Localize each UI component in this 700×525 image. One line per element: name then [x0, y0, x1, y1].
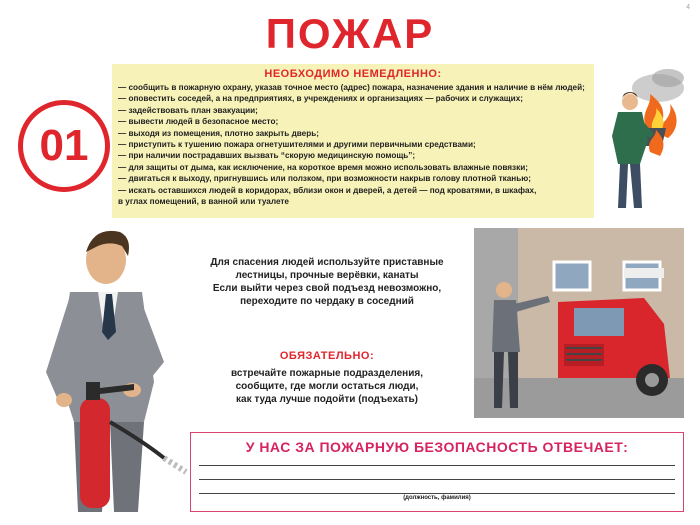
rescue-line: переходите по чердаку в соседний [240, 296, 414, 307]
rescue-line: Если выйти через свой подъезд невозможно, [212, 283, 442, 294]
list-item: — выходя из помещения, плотно закрыть дверь; [118, 128, 320, 138]
responsible-title: У НАС ЗА ПОЖАРНУЮ БЕЗОПАСНОСТЬ ОТВЕЧАЕТ: [245, 439, 629, 455]
list-item: — при наличии пострадавших вызвать “скорую медицинскую помощь”; [118, 151, 416, 161]
list-item: — двигаться к выходу, пригнувшись или ползком, при возможности накрыв голову плотной тканью; [118, 174, 531, 184]
immediate-actions-box [112, 64, 594, 218]
responsible-person-box [190, 432, 684, 512]
list-item: в углах помещений, в ванной или туалете [118, 197, 289, 207]
responsible-caption: (должность, фамилия) [403, 495, 471, 501]
rescue-instructions [196, 256, 458, 308]
list-item: — вывести людей в безопасное место; [118, 117, 279, 127]
mandatory-instructions [196, 367, 458, 406]
man-with-fire-extinguisher-illustration [14, 222, 190, 518]
list-item: — сообщить в пожарную охрану, указав точное место (адрес) пожара, назначение здания и наличие в нём людей; [118, 83, 585, 92]
mandatory-line: сообщите, где могли остаться люди, [235, 381, 419, 392]
emergency-number: 01 [39, 121, 89, 170]
page-number: 4 [686, 4, 690, 11]
immediate-actions-heading: НЕОБХОДИМО НЕМЕДЛЕННО: [264, 68, 442, 80]
mandatory-line: встречайте пожарные подразделения, [231, 368, 423, 379]
list-item: — приступить к тушению пожара огнетушителями и другими первичными средствами; [118, 140, 476, 150]
mandatory-heading: ОБЯЗАТЕЛЬНО: [279, 350, 375, 362]
rescue-line: Для спасения людей используйте приставные [210, 257, 444, 268]
list-item: — оповестить соседей, а на предприятиях, в учреждениях и организациях — рабочих и служащих; [118, 94, 523, 104]
mandatory-line: как туда лучше подойти (подъехать) [236, 394, 418, 405]
page-title: ПОЖАР [265, 10, 435, 57]
list-item: — для защиты от дыма, как исключение, на короткое время можно использовать влажные повязки; [118, 162, 528, 172]
immediate-actions-list [118, 82, 588, 207]
list-item: — искать оставшихся людей в коридорах, вблизи окон и дверей, а детей — под кроватями, в шкафах, [118, 185, 537, 195]
rescue-line: лестницы, прочные верёвки, канаты [235, 270, 419, 281]
list-item: — задействовать план эвакуации; [118, 105, 258, 115]
fill-in-line[interactable] [199, 465, 675, 466]
man-with-burning-bucket-illustration [596, 68, 696, 218]
fill-in-line[interactable] [199, 479, 675, 480]
fill-in-line[interactable] [199, 493, 675, 494]
fire-truck-scene-illustration [474, 228, 684, 418]
emergency-number-badge [18, 100, 110, 192]
